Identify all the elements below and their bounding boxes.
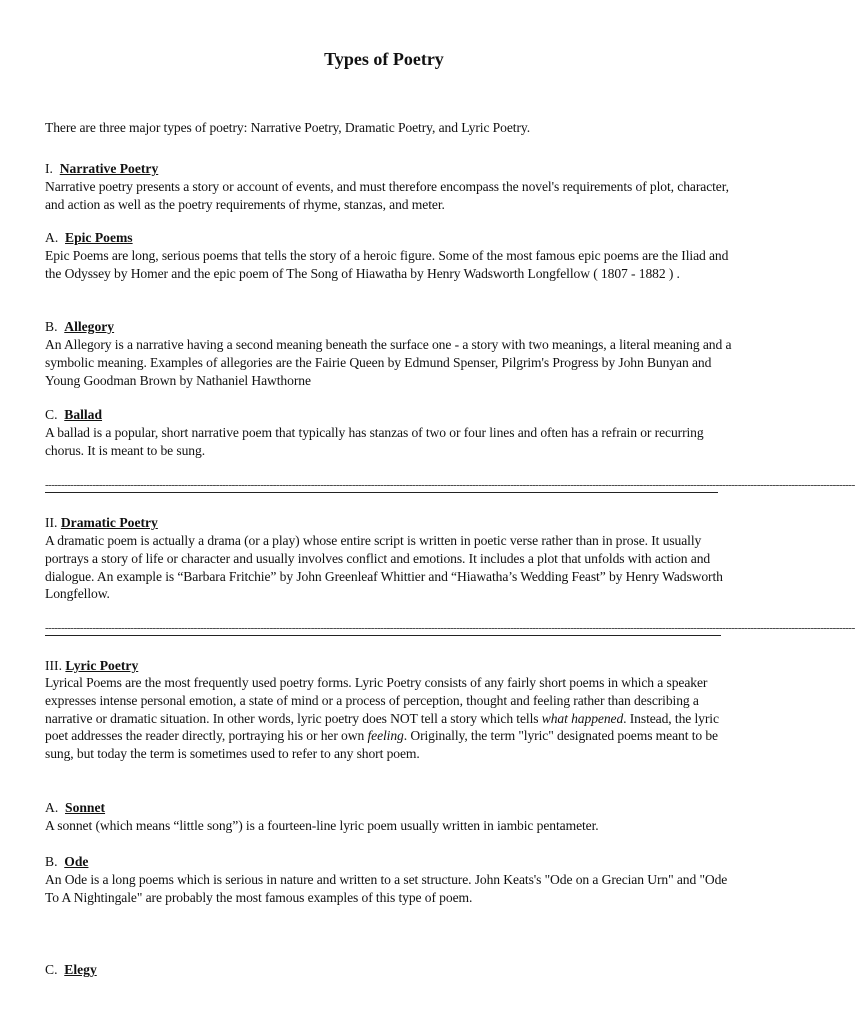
section-heading-elegy xyxy=(45,961,735,979)
section-label: Epic Poems xyxy=(65,230,133,245)
page-title: Types of Poetry xyxy=(324,49,444,69)
section-label: Lyric Poetry xyxy=(65,658,139,673)
section-number: I. xyxy=(45,161,53,176)
section-heading-ode xyxy=(45,853,735,871)
dashed-divider: ---------------------------------------------------------------------------------------------------------------------------------------------------------------------------------------------------------------------------------------------------------------- xyxy=(45,622,855,634)
lyric-paragraph xyxy=(45,674,735,763)
section-heading-allegory xyxy=(45,318,735,336)
divider-line xyxy=(45,492,718,493)
lyric-text: . Originally, the term "lyric" designated poems meant to be sung, but today the term is sometimes used to refer to any short poem. xyxy=(45,728,718,762)
ode-paragraph: An Ode is a long poems which is serious in nature and written to a set structure. John Keats's "Ode on a Grecian Urn" and "Ode To A Nightingale" are probably the most famous examples of this type of poem. xyxy=(45,872,728,905)
section-heading-narrative xyxy=(45,160,735,178)
intro-paragraph: There are three major types of poetry: Narrative Poetry, Dramatic Poetry, and Lyric Poetry. xyxy=(45,120,530,135)
section-label: Dramatic Poetry xyxy=(60,515,158,530)
lyric-text: Lyrical Poems are the most frequently used poetry forms. Lyric Poetry consists of any fairly short poems in which a speaker expresses intense personal emotion, a state of mind or a process of perception, thought and feeling rather than describing a narrative or dramatic situation. In other words, lyric poetry does NOT tell a story which tells xyxy=(45,675,708,726)
section-label: Elegy xyxy=(64,962,97,977)
section-heading-sonnet xyxy=(45,799,735,817)
narrative-paragraph: Narrative poetry presents a story or account of events, and must therefore encompass the novel's requirements of plot, character, and action as well as the poetry requirements of rhyme, stanzas, and meter. xyxy=(45,179,729,212)
section-number: B. xyxy=(45,319,58,334)
section-number: III. xyxy=(45,658,62,673)
dramatic-paragraph: A dramatic poem is actually a drama (or a play) whose entire script is written in poetic verse rather than in prose. It usually portrays a story of life or character and usually involves conflict and emotions. It includes a plot that unfolds with action and dialogue. An example is “Barbara Fritchie” by John Greenleaf Whittier and “Hiawatha’s Wedding Feast” by Henry Wadsworth Longfellow. xyxy=(45,533,723,602)
section-label: Sonnet xyxy=(65,800,106,815)
section-label: Narrative Poetry xyxy=(59,161,159,176)
dashed-divider: ---------------------------------------------------------------------------------------------------------------------------------------------------------------------------------------------------------------------------------------------------------------- xyxy=(45,479,855,491)
section-number: II. xyxy=(45,515,58,530)
section-number: B. xyxy=(45,854,58,869)
section-number: A. xyxy=(45,800,59,815)
section-number: C. xyxy=(45,962,58,977)
section-heading-ballad xyxy=(45,406,735,424)
divider-line xyxy=(45,635,721,636)
section-heading-lyric xyxy=(45,657,735,675)
section-label: Allegory xyxy=(64,319,115,334)
section-label: Ode xyxy=(64,854,89,869)
ballad-paragraph: A ballad is a popular, short narrative poem that typically has stanzas of two or four lines and often has a refrain or recurring chorus. It is meant to be sung. xyxy=(45,425,704,458)
section-heading-epic xyxy=(45,229,735,247)
allegory-paragraph: An Allegory is a narrative having a second meaning beneath the surface one - a story with two meanings, a literal meaning and a symbolic meaning. Examples of allegories are the Fairie Queen by Edmund Spenser, Pilgrim's Progress by John Bunyan and Young Goodman Brown by Nathaniel Hawthorne xyxy=(45,337,732,388)
lyric-emphasis: feeling xyxy=(367,728,404,744)
section-number: C. xyxy=(45,407,58,422)
epic-paragraph: Epic Poems are long, serious poems that tells the story of a heroic figure. Some of the most famous epic poems are the Iliad and the Odyssey by Homer and the epic poem of The Song of Hiawatha by Henry Wadsworth Longfellow ( 1807 - 1882 ) . xyxy=(45,248,729,281)
section-label: Ballad xyxy=(64,407,103,422)
lyric-text: . Instead, the lyric poet addresses the reader directly, portraying his or her own xyxy=(45,710,719,744)
section-number: A. xyxy=(45,230,59,245)
section-heading-dramatic xyxy=(45,514,735,532)
sonnet-paragraph: A sonnet (which means “little song”) is a fourteen-line lyric poem usually written in iambic pentameter. xyxy=(45,818,599,833)
lyric-emphasis: what happened xyxy=(541,710,624,726)
